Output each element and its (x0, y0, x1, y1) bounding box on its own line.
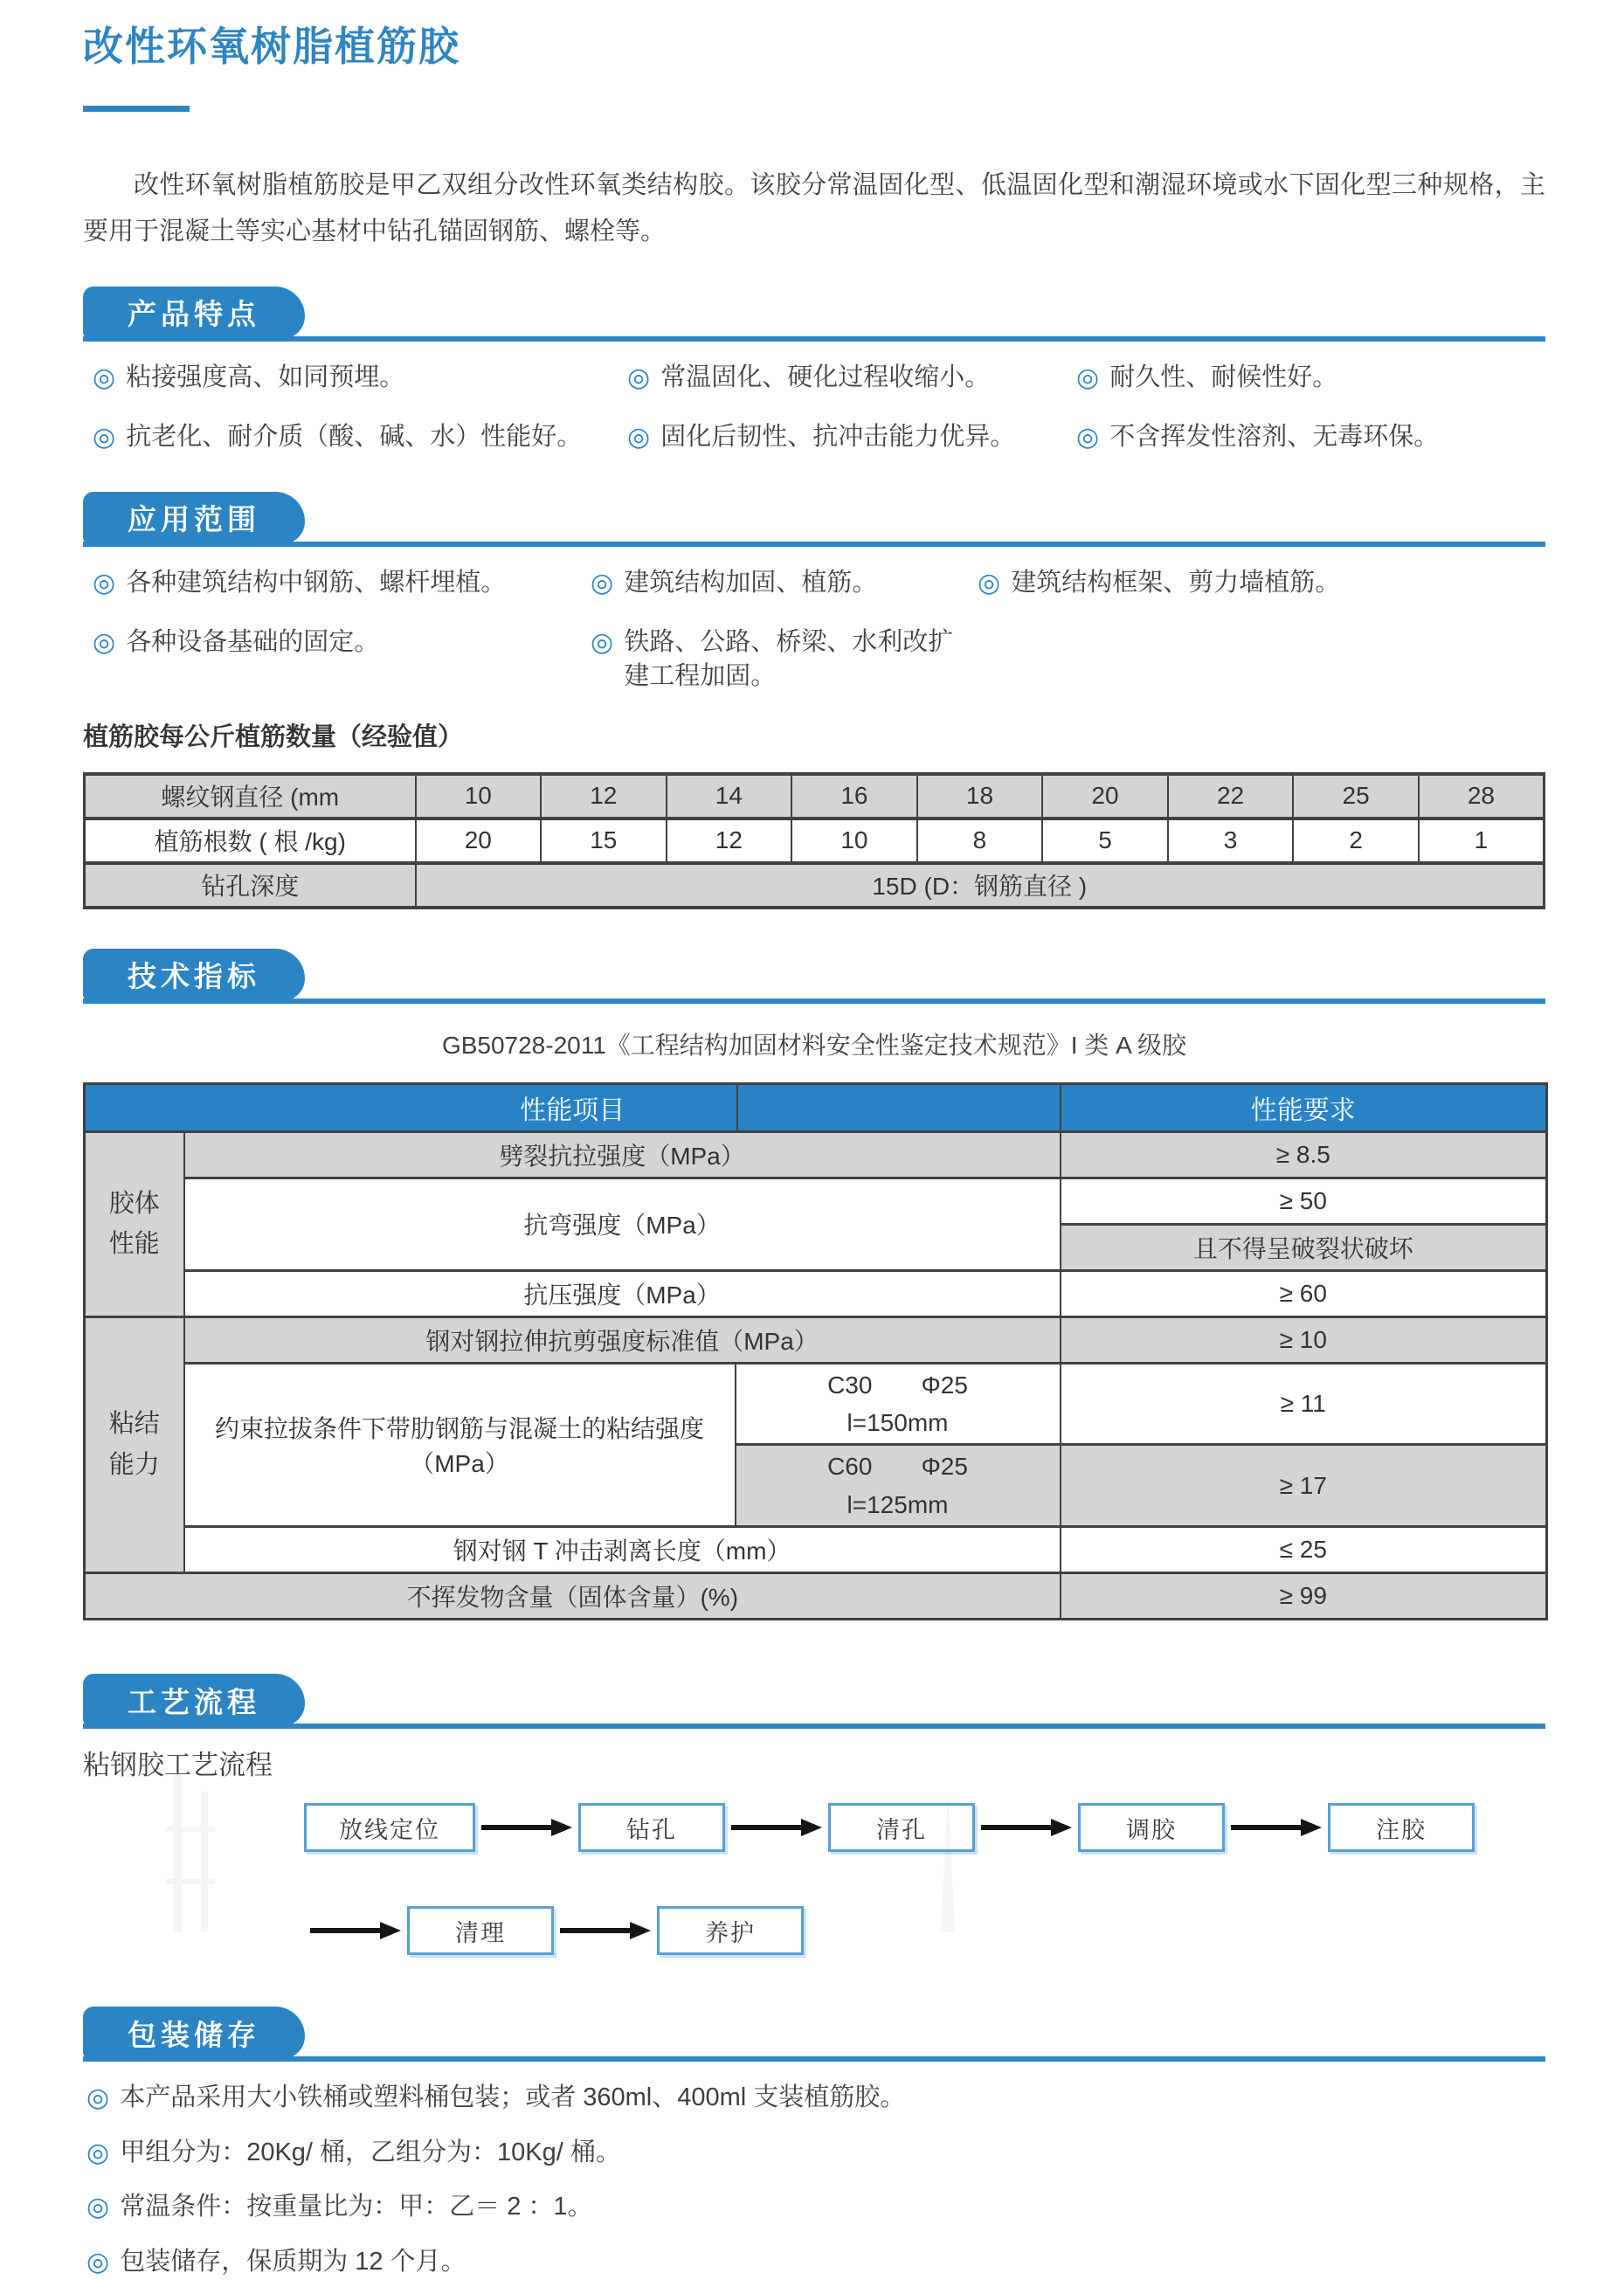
requirement-value: ≥ 50 (1061, 1178, 1547, 1224)
list-item (1076, 361, 1545, 397)
flow-arrow-icon (480, 1818, 574, 1837)
packaging-list (83, 2081, 1545, 2280)
cell: 20 (416, 819, 542, 863)
table-row (85, 819, 1545, 863)
application-text: 建筑结构框架、剪力墙植筋。 (1011, 568, 1341, 597)
section-header-tech (83, 943, 1545, 1004)
cell: 12 (667, 819, 792, 863)
bullet-icon: ◎ (627, 363, 651, 392)
section-rule (83, 998, 1545, 1004)
bullet-icon: ◎ (1076, 363, 1100, 392)
feature-text: 固化后韧性、抗冲击能力优异。 (660, 423, 1016, 452)
section-badge-process: 工艺流程 (83, 1674, 305, 1726)
feature-text: 粘接强度高、如同预埋。 (126, 363, 405, 391)
bullet-icon: ◎ (93, 363, 116, 392)
group-label-body: 胶体性能 (85, 1131, 184, 1316)
section-rule (83, 2056, 1545, 2062)
requirement-value: ≤ 25 (1061, 1527, 1547, 1573)
property-name: 钢对钢 T 冲击剥离长度（mm） (184, 1527, 1061, 1573)
packaging-text: 包装储存，保质期为 12 个月。 (120, 2247, 466, 2276)
cell: 22 (1168, 774, 1294, 819)
table-row (85, 1083, 1547, 1131)
requirement-value: ≥ 11 (1061, 1363, 1547, 1445)
condition-line: C30 Φ25 (827, 1371, 968, 1399)
flow-arrow-icon (729, 1818, 824, 1837)
requirement-value: ≥ 99 (1061, 1573, 1547, 1620)
condition-line: C60 Φ25 (827, 1453, 968, 1481)
section-badge-features: 产品特点 (83, 287, 305, 339)
section-badge-applications: 应用范围 (83, 492, 305, 544)
standard-reference: GB50728-2011《工程结构加固材料安全性鉴定技术规范》I 类 A 级胶 (441, 1031, 1187, 1059)
bullet-icon: ◎ (86, 2138, 110, 2167)
bullet-icon: ◎ (1076, 423, 1100, 453)
features-list (83, 361, 1545, 456)
bullet-icon: ◎ (591, 628, 614, 658)
list-item (591, 625, 978, 694)
bullet-icon: ◎ (86, 2193, 110, 2222)
list-item (1076, 420, 1545, 456)
cell: 1 (1419, 819, 1545, 863)
page-title: 改性环氧树脂植筋胶 (83, 24, 460, 69)
section-badge-tech: 技术指标 (83, 949, 305, 1001)
list-item (93, 566, 591, 602)
flow-arrow-icon (979, 1818, 1074, 1837)
property-name: 劈裂抗拉强度（MPa） (184, 1131, 1061, 1178)
property-name: 抗弯强度（MPa） (184, 1178, 1061, 1270)
feature-text: 常温固化、硬化过程收缩小。 (660, 363, 991, 391)
cell: 12 (541, 774, 667, 819)
section-rule (83, 542, 1545, 547)
cell: 10 (791, 819, 917, 863)
test-condition (736, 1363, 1061, 1445)
flow-step: 养护 (657, 1906, 804, 1955)
applications-list (83, 566, 1545, 694)
section-header-features (83, 280, 1545, 342)
table-row (85, 774, 1545, 819)
column-header-req: 性能要求 (1061, 1083, 1547, 1131)
flow-arrow-icon (308, 1921, 403, 1940)
application-text: 建筑结构加固、植筋。 (624, 568, 878, 597)
cell: 25 (1293, 774, 1419, 819)
table-row (85, 1527, 1547, 1573)
flow-step: 注胶 (1328, 1803, 1475, 1852)
rebar-count-table (83, 772, 1545, 909)
table-row (85, 1573, 1547, 1620)
list-item (86, 2081, 1545, 2117)
list-item (591, 566, 978, 602)
title-underline (83, 106, 190, 112)
bullet-icon: ◎ (591, 568, 614, 598)
list-item (93, 361, 627, 397)
feature-text: 耐久性、耐候性好。 (1109, 363, 1338, 391)
property-name: 抗压强度（MPa） (184, 1270, 1061, 1316)
process-flow-row-2 (304, 1906, 1545, 1955)
column-header-item: 性能项目 (85, 1083, 1061, 1131)
application-text: 铁路、公路、桥梁、水利改扩建工程加固。 (624, 628, 954, 691)
section-header-applications (83, 486, 1545, 547)
cell: 20 (1042, 774, 1168, 819)
intro-paragraph: 改性环氧树脂植筋胶是甲乙双组分改性环氧类结构胶。该胶分常温固化型、低温固化型和潮湿环境或水下固化型三种规格，主要用于混凝土等实心基材中钻孔锚固钢筋、螺栓等。 (83, 171, 1545, 245)
row-label: 钻孔深度 (85, 863, 416, 908)
property-name: 钢对钢拉伸抗剪强度标准值（MPa） (184, 1316, 1061, 1363)
table-row (85, 1178, 1547, 1224)
property-name: 约束拉拔条件下带肋钢筋与混凝土的粘结强度（MPa） (184, 1363, 736, 1527)
condition-line: l=150mm (847, 1408, 949, 1436)
flow-step: 放线定位 (304, 1803, 475, 1852)
packaging-text: 甲组分为：20Kg/ 桶，乙组分为：10Kg/ 桶。 (120, 2138, 621, 2166)
bullet-icon: ◎ (93, 628, 116, 658)
process-flow-label: 粘钢胶工艺流程 (83, 1750, 273, 1781)
list-item (86, 2136, 1545, 2172)
cell: 28 (1419, 774, 1545, 819)
bullet-icon: ◎ (627, 423, 651, 453)
section-header-process (83, 1668, 1545, 1729)
row-label: 植筋根数 ( 根 /kg) (85, 819, 416, 863)
cell: 3 (1168, 819, 1294, 863)
row-label: 螺纹钢直径 (mm (85, 774, 416, 819)
bullet-icon: ◎ (86, 2247, 110, 2277)
application-text: 各种建筑结构中钢筋、螺杆埋植。 (126, 568, 507, 597)
cell: 15 (541, 819, 667, 863)
cell: 15D (D：钢筋直径 ) (416, 863, 1545, 908)
packaging-text: 常温条件：按重量比为：甲：乙＝ 2 ：1。 (120, 2193, 593, 2221)
process-flow-row-1 (304, 1803, 1545, 1852)
flow-arrow-icon (1229, 1818, 1323, 1837)
table-row (85, 1131, 1547, 1178)
requirement-value: ≥ 17 (1061, 1445, 1547, 1527)
flow-arrow-icon (558, 1921, 653, 1940)
flow-step: 清孔 (828, 1803, 975, 1852)
section-rule (83, 1724, 1545, 1729)
list-item (93, 420, 627, 456)
list-item (86, 2190, 1545, 2226)
feature-text: 抗老化、耐介质（酸、碱、水）性能好。 (126, 423, 583, 452)
bullet-icon: ◎ (93, 423, 116, 453)
cell: 2 (1293, 819, 1419, 863)
requirement-value: ≥ 10 (1061, 1316, 1547, 1363)
list-item (627, 420, 1076, 456)
flow-step: 清理 (407, 1906, 554, 1955)
cell: 5 (1042, 819, 1168, 863)
section-header-packaging (83, 2000, 1545, 2062)
group-label-bond: 粘结能力 (85, 1316, 184, 1573)
cell: 8 (917, 819, 1043, 863)
flow-step: 钻孔 (578, 1803, 725, 1852)
table-row (85, 1363, 1547, 1445)
packaging-text: 本产品采用大小铁桶或塑料桶包装；或者 360ml、400ml 支装植筋胶。 (120, 2083, 906, 2112)
test-condition (736, 1445, 1061, 1527)
requirement-value: ≥ 60 (1061, 1270, 1547, 1316)
table-row (85, 1270, 1547, 1316)
section-rule (83, 336, 1545, 342)
cell: 14 (667, 774, 792, 819)
bullet-icon: ◎ (93, 568, 116, 598)
application-text: 各种设备基础的固定。 (126, 628, 380, 657)
section-badge-packaging: 包装储存 (83, 2007, 305, 2059)
tech-spec-table (83, 1082, 1548, 1621)
list-item (978, 566, 1545, 602)
cell: 10 (416, 774, 542, 819)
list-item (627, 361, 1076, 397)
rebar-table-caption: 植筋胶每公斤植筋数量（经验值） (83, 722, 464, 751)
bullet-icon: ◎ (86, 2083, 110, 2113)
feature-text: 不含挥发性溶剂、无毒环保。 (1109, 423, 1440, 452)
list-item (86, 2245, 1545, 2280)
condition-line: l=125mm (847, 1490, 949, 1518)
requirement-value: ≥ 8.5 (1061, 1131, 1547, 1178)
bullet-icon: ◎ (978, 568, 1001, 598)
cell: 18 (917, 774, 1043, 819)
list-item (93, 625, 591, 694)
flow-step: 调胶 (1078, 1803, 1225, 1852)
requirement-note: 且不得呈破裂状破坏 (1061, 1224, 1547, 1270)
property-name: 不挥发物含量（固体含量）(%) (85, 1573, 1061, 1620)
table-row (85, 863, 1545, 908)
cell: 16 (791, 774, 917, 819)
table-row (85, 1316, 1547, 1363)
